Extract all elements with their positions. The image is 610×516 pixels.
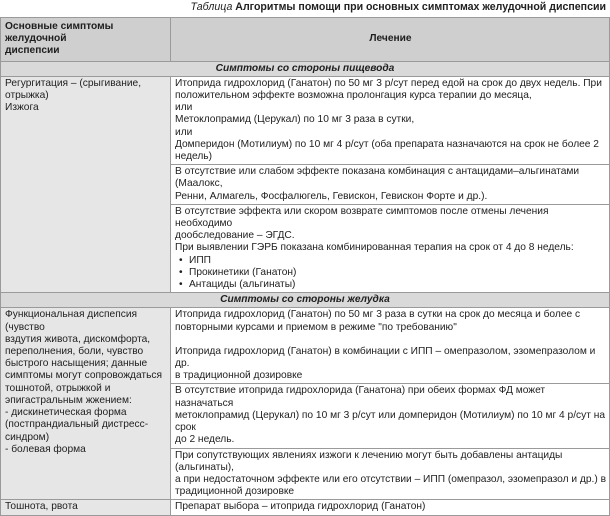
table-header-row	[1, 18, 610, 62]
section-row-stomach	[1, 293, 610, 308]
treatment-cell-regurgitation: Итоприда гидрохлорид (Ганатон) по 50 мг 3 р/сут перед едой на срок до двух недель. При положительном эффекте возможна пролонгация курса терапии до месяца, или Метоклопрамид (Церукал) по 10 мг 3 раза в сутки, или Домперидон (Мотилиум) по 10 мг 4 р/сут (оба препарата назначаются на срок не более 2 недель) В отсутствие или слабом эффекте показана комбинация с антацидами–альгинатами (Маалокс, Ренни, Алмагель, Фосфалюгель, Гевискон, Гевискон Форте и др.). В отсутствие эффекта или скором возврате симптомов после отмены лечения необходимо дообследование – ЭГДС. При выявлении ГЭРБ показана комбинированная терапия на срок от 4 до 8 недель: • ИПП • Прокинетики (Ганатон) • Антациды (альгинаты)	[171, 76, 610, 292]
treatment-cell-functional-dyspepsia: Итоприда гидрохлорид (Ганатон) по 50 мг 3 раза в сутки на срок до месяца и более с повторными курсами и приемом в режиме "по требованию" Итоприда гидрохлорид (Ганатон) в комбинации с ИПП – омепразолом, эзомепразолом и др. в традиционной дозировке В отсутствие итоприда гидрохлорида (Ганатона) при обеих формах ФД может назначаться метоклопрамид (Церукал) по 10 мг 3 р/сут или домперидон (Мотилиум) по 10 мг 4 р/сут на срок до 2 недель. При сопутствующих явлениях изжоги к лечению могут быть добавлены антациды (альгинаты), а при недостаточном эффекте или его отсутствии – ИПП (омепразол, эзомепразол и др.) в традиционной дозировке	[171, 308, 610, 500]
inner-divider	[171, 448, 609, 449]
symptom-cell-functional-dyspepsia: Функциональная диспепсия (чувство вздутия живота, дискомфорта, переполнения, боли, чувство быстрого насыщения; данные симптомы могут сопровождаться тошнотой, отрыжкой и эпигастральным жжением: - дискинетическая форма (постпрандиальный дистресс- синдром) - болевая форма	[1, 308, 171, 500]
section-title-esophagus: Симптомы со стороны пищевода	[1, 61, 610, 76]
symptom-cell-regurgitation: Регургитация – (срыгивание, отрыжка) Изжога	[1, 76, 171, 292]
list-item: • Антациды (альгинаты)	[175, 279, 606, 291]
section-row-esophagus	[1, 61, 610, 76]
list-item: • Прокинетики (Ганатон)	[175, 267, 606, 279]
list-item: • ИПП	[175, 255, 606, 267]
table-row	[1, 76, 610, 292]
table-caption	[0, 1, 606, 14]
header-symptoms: Основные симптомы желудочной диспепсии	[1, 18, 171, 62]
combined-therapy-list	[175, 255, 606, 292]
symptom-cell-nausea: Тошнота, рвота	[1, 500, 171, 515]
table-row	[1, 500, 610, 515]
section-title-stomach: Симптомы со стороны желудка	[1, 293, 610, 308]
dyspepsia-algorithm-table	[0, 17, 610, 516]
header-treatment: Лечение	[171, 18, 610, 62]
inner-divider	[171, 204, 609, 205]
table-row	[1, 308, 610, 500]
caption-title: Алгоритмы помощи при основных симптомах желудочной диспепсии	[235, 1, 606, 13]
treatment-cell-nausea: Препарат выбора – итоприда гидрохлорид (Ганатон)	[171, 500, 610, 515]
caption-prefix: Таблица	[190, 1, 233, 13]
